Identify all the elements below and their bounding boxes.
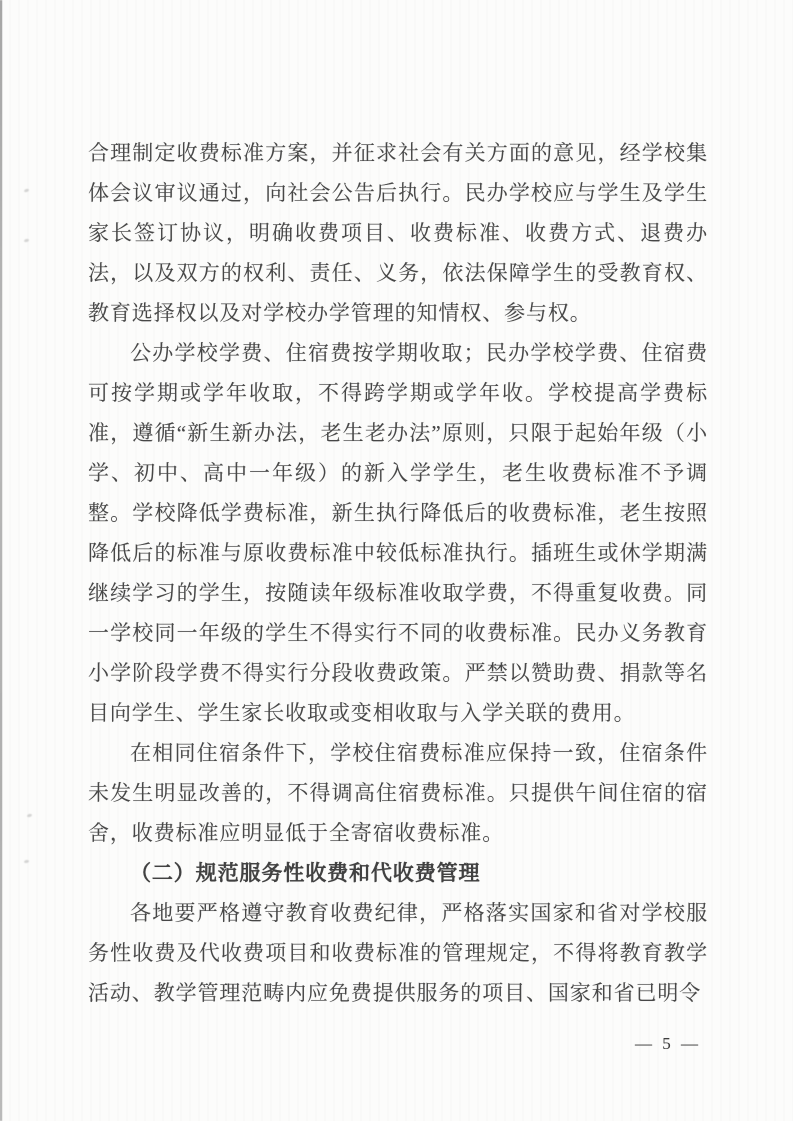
scan-speck — [24, 860, 30, 864]
paragraph: 在相同住宿条件下，学校住宿费标准应保持一致，住宿条件未发生明显改善的，不得调高住宿费标准。只提供午间住宿的宿舍，收费标准应明显低于全寄宿收费标准。 — [88, 741, 708, 845]
scan-speck — [24, 188, 30, 193]
document-body — [88, 133, 708, 1013]
page-number: — 5 — — [635, 1034, 701, 1053]
section-heading: （二）规范服务性收费和代收费管理 — [130, 861, 481, 885]
scan-speck — [24, 238, 30, 242]
paragraph: 公办学校学费、住宿费按学期收取；民办学校学费、住宿费可按学期或学年收取，不得跨学期或学年收。学校提高学费标准，遵循“新生新办法，老生老办法”原则，只限于起始年级（小学、初中、高中一年级）的新入学学生，老生收费标准不予调整。学校降低学费标准，新生执行降低后的收费标准，老生按照降低后的标准与原收费标准中较低标准执行。插班生或休学期满继续学习的学生，按随读年级标准收取学费，不得重复收费。同一学校同一年级的学生不得实行不同的收费标准。民办义务教育小学阶段学费不得实行分段收费政策。严禁以赞助费、捐款等名目向学生、学生家长收取或变相收取与入学关联的费用。 — [88, 341, 708, 725]
scan-edge-artifact — [0, 0, 2, 1121]
scan-speck — [27, 813, 33, 817]
paragraph: 合理制定收费标准方案，并征求社会有关方面的意见，经学校集体会议审议通过，向社会公告后执行。民办学校应与学生及学生家长签订协议，明确收费项目、收费标准、收费方式、退费办法，以及双方的权利、责任、义务，依法保障学生的受教育权、教育选择权以及对学校办学管理的知情权、参与权。 — [88, 141, 708, 325]
paragraph: 各地要严格遵守教育收费纪律，严格落实国家和省对学校服务性收费及代收费项目和收费标准的管理规定，不得将教育教学活动、教学管理范畴内应免费提供服务的项目、国家和省已明令 — [88, 901, 708, 1005]
